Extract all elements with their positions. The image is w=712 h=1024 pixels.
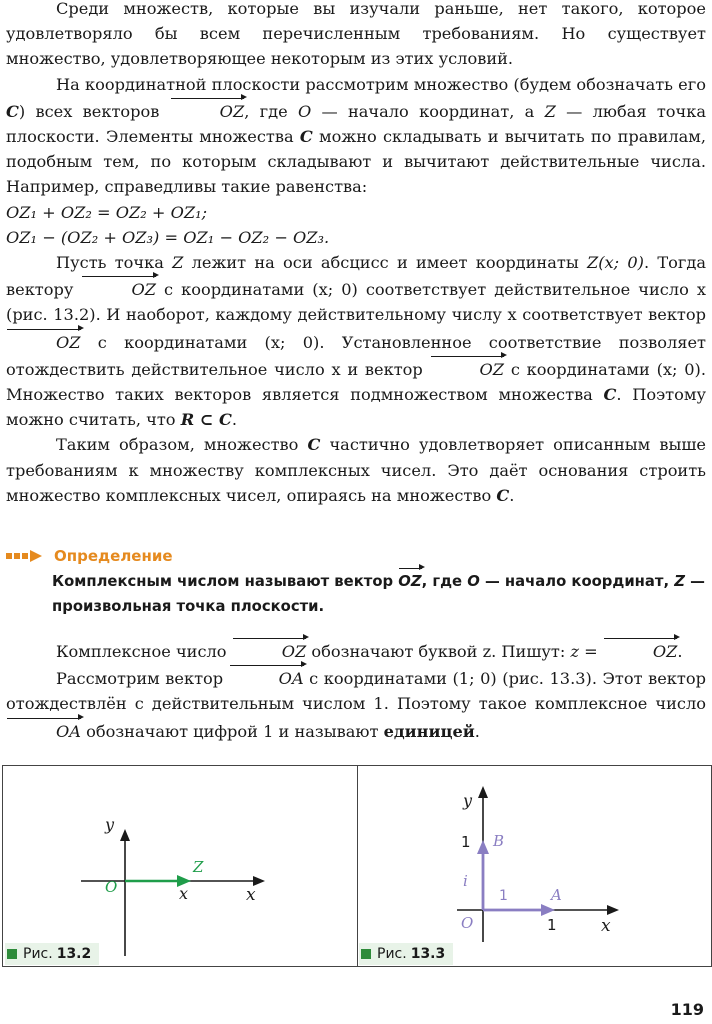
formula-2: OZ₁ − (OZ₂ + OZ₃) = OZ₁ − OZ₂ − OZ₃. [6,227,330,247]
definition-title: Определение [54,547,173,565]
label-y: y [463,791,473,810]
label-x-point: x [179,884,189,903]
paragraph-5: Комплексное число OZ обозначают буквой z. Пишут: z = OZ. [6,637,706,664]
label-z: Z [193,858,204,876]
paragraph-6: Рассмотрим вектор OA с координатами (1; 0) (рис. 13.3). Этот вектор отождествлён с действительным числом 1. Поэтому такое комплексное число OA обозначают цифрой 1 и называют единицей. [6,664,706,744]
definition-body: Комплексным числом называют вектор OZ, где O — начало координат, Z — произвольная точка плоскости. [52,567,710,619]
vector-oa-arrow [541,904,555,916]
label-a: A [551,886,562,904]
y-axis-arrow [120,829,130,841]
paragraph-3: Пусть точка Z лежит на оси абсцисс и имеет координаты Z(x; 0). Тогда вектору OZ с координатами (x; 0) соответствует действительное число x (рис. 13.2). И наоборот, каждому действительному числу x соответствует вектор OZ с координатами (x; 0). Установленное соответствие позволяет отождествить действительное число x и вектор OZ с координатами (x; 0). Множество таких векторов является подмножеством множества C. Поэтому можно считать, что R ⊂ C. [6,253,707,430]
figure-13-3 [357,766,711,966]
label-one-x: 1 [547,916,557,934]
y-axis-arrow [478,786,488,798]
paragraph-4: Таким образом, множество C частично удовлетворяет описанным выше требованиям к множеству комплексных чисел. Это даёт основания строить множество комплексных чисел, опираясь на множество C. [6,435,706,505]
body-text-bottom [6,637,706,744]
figure-13-2 [3,766,357,966]
label-o: O [461,914,474,932]
label-i: i [463,872,468,890]
arrow-icon [6,549,44,563]
caption-13-2: Рис. 13.2 [5,943,99,965]
label-b: B [493,832,505,850]
caption-marker [361,949,371,959]
label-one-y: 1 [461,833,471,851]
x-axis-arrow [607,905,619,915]
paragraph-2: На координатной плоскости рассмотрим множество (будем обозначать его C) всех векторов OZ, где O — начало координат, а Z — любая точка плоскости. Элементы множества C можно складывать и вычитать по правилам, подобным тем, по которым складывают и вычитают действительные числа. Например, справедливы такие равенства: [6,74,707,197]
body-text-top [6,0,706,508]
caption-13-3: Рис. 13.3 [359,943,453,965]
label-y: y [105,815,115,834]
label-x-axis: x [246,885,256,905]
page-number: 119 [670,1000,704,1019]
paragraph-1: Среди множеств, которые вы изучали раньше, нет такого, которое удовлетворяло бы всем перечисленным требованиям. Но существует множество, удовлетворяющее некоторым из этих условий. [6,0,706,69]
label-o: O [105,878,118,896]
vector-ob-arrow [477,840,489,854]
figures-panel [2,765,712,967]
formula-1: OZ₁ + OZ₂ = OZ₂ + OZ₁; [6,202,208,222]
caption-marker [7,949,17,959]
label-x-axis: x [601,916,611,936]
label-one-vector: 1 [499,888,508,904]
definition-header [6,545,173,567]
